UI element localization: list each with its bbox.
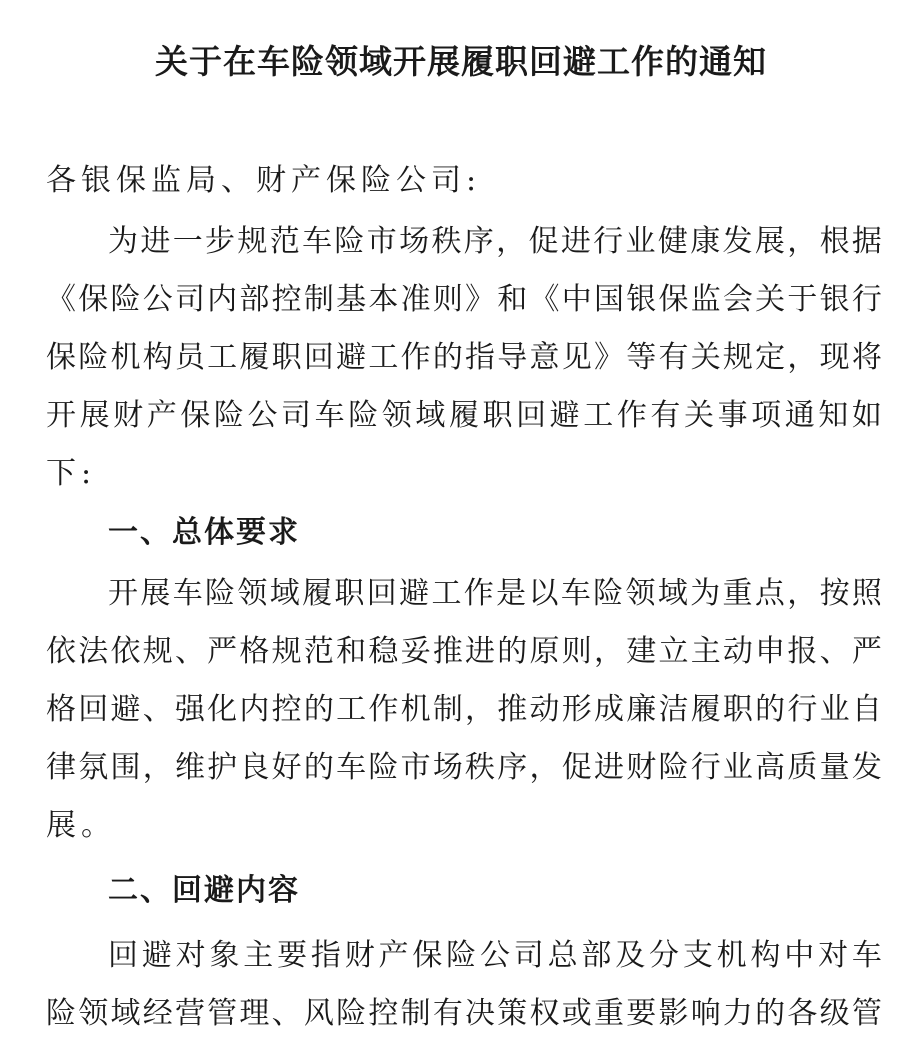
section-heading-avoidance-content: 二、回避内容 (108, 873, 300, 908)
section1-line: 展。 (46, 808, 116, 843)
addressee-line: 各银保监局、财产保险公司: (46, 163, 482, 198)
section-heading-general-requirements: 一、总体要求 (108, 515, 300, 550)
section2-line: 险 领 域 经 营 管 理 、 风 险 控 制 有 决 策 权 或 重 要 影 响 力 的 各 级 管 (46, 996, 882, 1031)
intro-line: 《 保 险 公 司 内 部 控 制 基 本 准 则 》 和 《 中 国 银 保 监 会 关 于 银 行 (46, 282, 882, 317)
section1-line: 开 展 车 险 领 域 履 职 回 避 工 作 是 以 车 险 领 域 为 重 点 ， 按 照 (108, 576, 882, 611)
section1-line: 格 回 避 、 强 化 内 控 的 工 作 机 制 ， 推 动 形 成 廉 洁 履 职 的 行 业 自 (46, 692, 882, 727)
intro-line: 开 展 财 产 保 险 公 司 车 险 领 域 履 职 回 避 工 作 有 关 事 项 通 知 如 (46, 398, 882, 433)
section1-line: 律 氛 围 ， 维 护 良 好 的 车 险 市 场 秩 序 ， 促 进 财 险 行 业 高 质 量 发 (46, 750, 882, 785)
intro-line: 下: (46, 456, 97, 491)
intro-line: 保 险 机 构 员 工 履 职 回 避 工 作 的 指 导 意 见 》 等 有 关 规 定 ， 现 将 (46, 340, 882, 375)
section1-line: 依 法 依 规 、 严 格 规 范 和 稳 妥 推 进 的 原 则 ， 建 立 主 动 申 报 、 严 (46, 634, 882, 669)
section2-line: 回 避 对 象 主 要 指 财 产 保 险 公 司 总 部 及 分 支 机 构 中 对 车 (108, 938, 882, 973)
intro-line: 为 进 一 步 规 范 车 险 市 场 秩 序 ， 促 进 行 业 健 康 发 展 ， 根 据 (108, 224, 882, 259)
document-title: 关于在车险领域开展履职回避工作的通知 (155, 42, 767, 81)
